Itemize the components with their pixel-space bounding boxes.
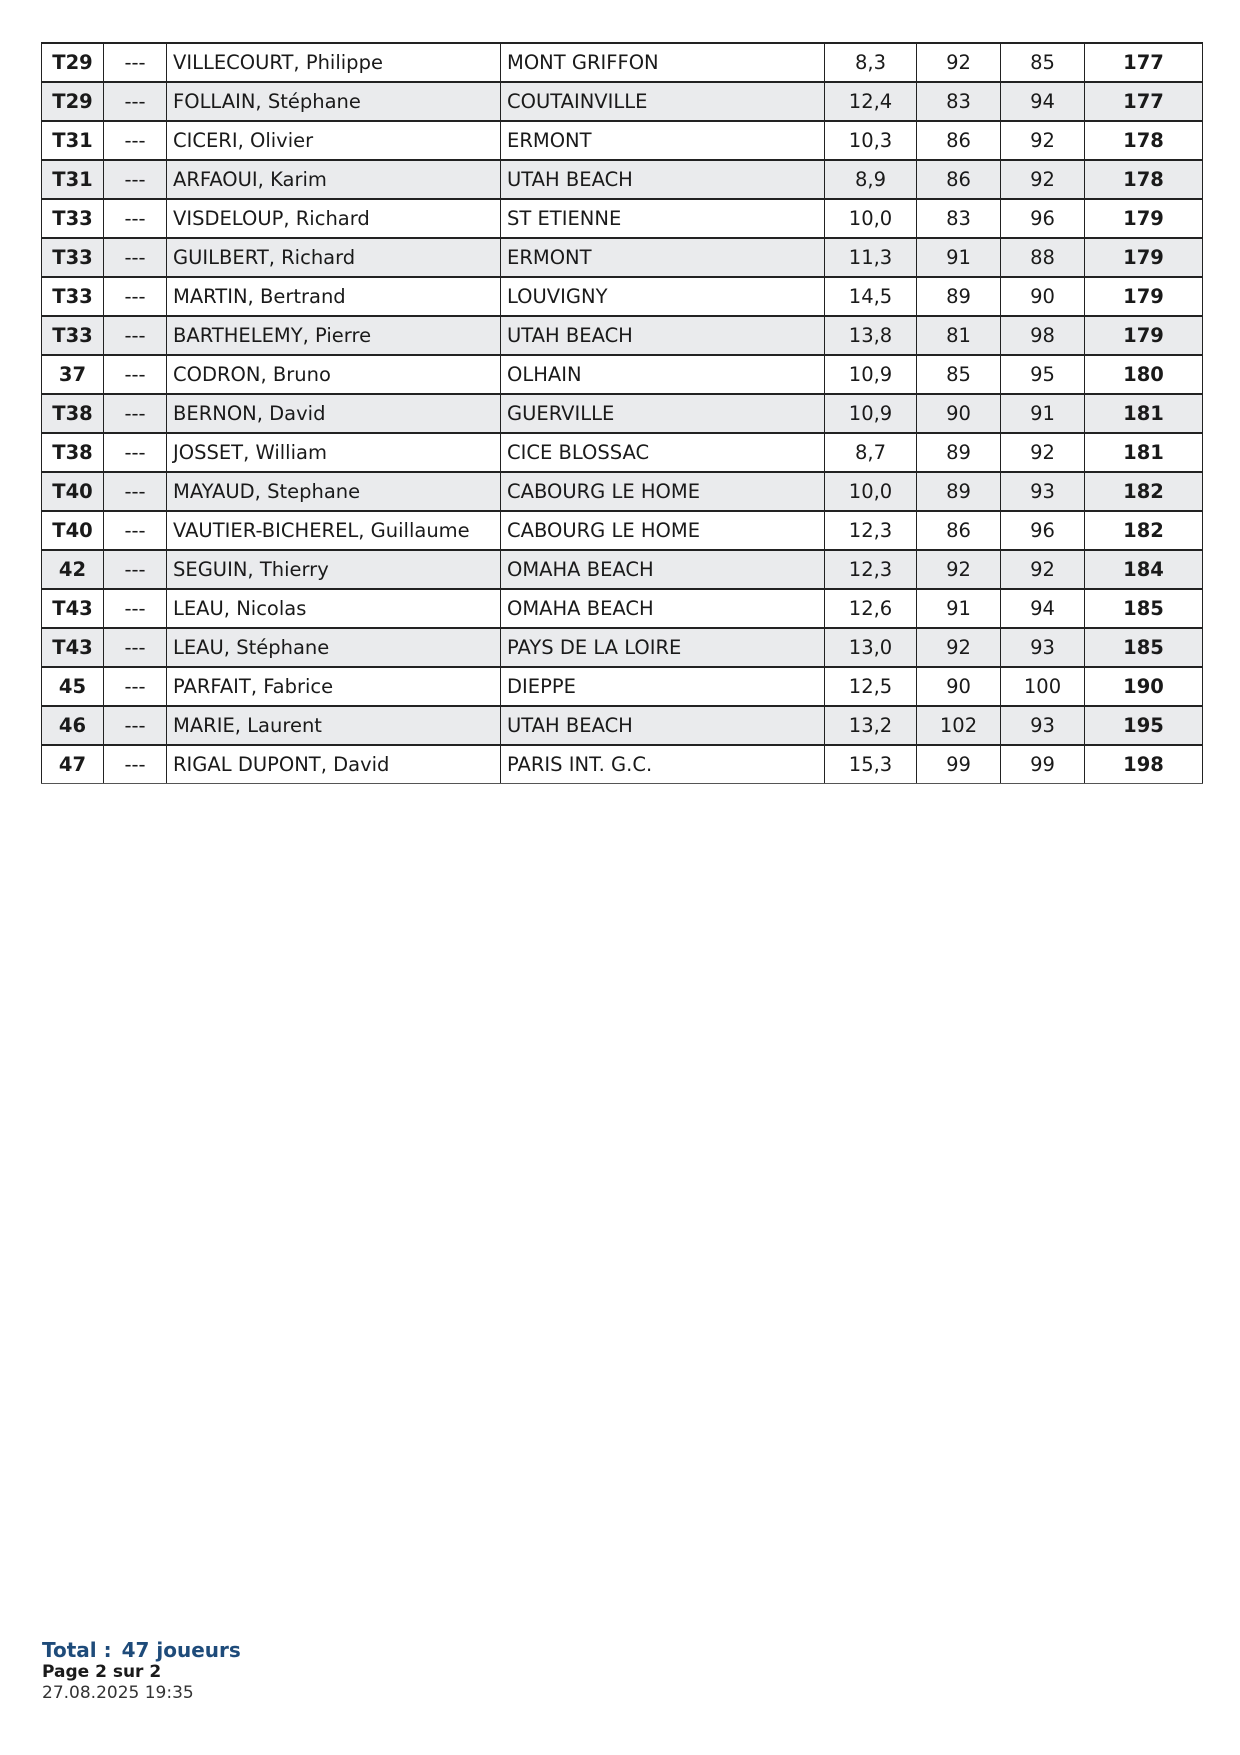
player-name-cell: RIGAL DUPONT, David (167, 745, 501, 784)
club-cell: COUTAINVILLE (501, 82, 825, 121)
round2-cell: 93 (1001, 472, 1085, 511)
table-row (42, 550, 1203, 589)
dash-cell: --- (104, 550, 167, 589)
round2-cell: 100 (1001, 667, 1085, 706)
round1-cell: 86 (917, 121, 1001, 160)
round1-cell: 83 (917, 199, 1001, 238)
table-row (42, 745, 1203, 784)
round1-cell: 92 (917, 550, 1001, 589)
player-name-cell: VILLECOURT, Philippe (167, 43, 501, 82)
dash-cell: --- (104, 316, 167, 355)
position-cell: T33 (42, 316, 104, 355)
total-score-cell: 177 (1085, 43, 1203, 82)
player-name-cell: JOSSET, William (167, 433, 501, 472)
total-label: Total : (42, 1638, 112, 1662)
table-row (42, 238, 1203, 277)
round2-cell: 85 (1001, 43, 1085, 82)
round1-cell: 89 (917, 277, 1001, 316)
position-cell: T29 (42, 43, 104, 82)
index-cell: 10,0 (825, 199, 917, 238)
dash-cell: --- (104, 433, 167, 472)
dash-cell: --- (104, 589, 167, 628)
table-row (42, 316, 1203, 355)
table-row (42, 472, 1203, 511)
player-name-cell: CICERI, Olivier (167, 121, 501, 160)
dash-cell: --- (104, 82, 167, 121)
club-cell: PAYS DE LA LOIRE (501, 628, 825, 667)
position-cell: 42 (42, 550, 104, 589)
table-row (42, 589, 1203, 628)
index-cell: 8,3 (825, 43, 917, 82)
position-cell: 46 (42, 706, 104, 745)
page-footer (42, 1638, 241, 1704)
round1-cell: 90 (917, 394, 1001, 433)
index-cell: 12,4 (825, 82, 917, 121)
club-cell: UTAH BEACH (501, 706, 825, 745)
round2-cell: 88 (1001, 238, 1085, 277)
position-cell: T33 (42, 238, 104, 277)
round1-cell: 85 (917, 355, 1001, 394)
dash-cell: --- (104, 394, 167, 433)
table-row (42, 43, 1203, 82)
club-cell: OMAHA BEACH (501, 589, 825, 628)
table-row (42, 82, 1203, 121)
total-score-cell: 178 (1085, 121, 1203, 160)
dash-cell: --- (104, 628, 167, 667)
round2-cell: 93 (1001, 628, 1085, 667)
dash-cell: --- (104, 238, 167, 277)
dash-cell: --- (104, 472, 167, 511)
table-row (42, 121, 1203, 160)
table-row (42, 277, 1203, 316)
round1-cell: 83 (917, 82, 1001, 121)
club-cell: DIEPPE (501, 667, 825, 706)
player-name-cell: BERNON, David (167, 394, 501, 433)
club-cell: CABOURG LE HOME (501, 511, 825, 550)
round1-cell: 91 (917, 589, 1001, 628)
round1-cell: 90 (917, 667, 1001, 706)
dash-cell: --- (104, 667, 167, 706)
club-cell: GUERVILLE (501, 394, 825, 433)
total-score-cell: 179 (1085, 238, 1203, 277)
position-cell: T40 (42, 472, 104, 511)
table-row (42, 433, 1203, 472)
position-cell: 45 (42, 667, 104, 706)
table-row (42, 628, 1203, 667)
index-cell: 8,7 (825, 433, 917, 472)
round1-cell: 86 (917, 160, 1001, 199)
table-row (42, 667, 1203, 706)
round1-cell: 89 (917, 472, 1001, 511)
total-score-cell: 178 (1085, 160, 1203, 199)
player-name-cell: LEAU, Nicolas (167, 589, 501, 628)
total-score-cell: 185 (1085, 628, 1203, 667)
round1-cell: 86 (917, 511, 1001, 550)
total-score-cell: 179 (1085, 199, 1203, 238)
dash-cell: --- (104, 511, 167, 550)
club-cell: ERMONT (501, 121, 825, 160)
club-cell: MONT GRIFFON (501, 43, 825, 82)
page-number: Page 2 sur 2 (42, 1662, 162, 1682)
dash-cell: --- (104, 43, 167, 82)
total-players (42, 1638, 241, 1662)
round2-cell: 94 (1001, 589, 1085, 628)
total-score-cell: 195 (1085, 706, 1203, 745)
round2-cell: 91 (1001, 394, 1085, 433)
position-cell: T33 (42, 277, 104, 316)
index-cell: 12,3 (825, 511, 917, 550)
table-row (42, 355, 1203, 394)
player-name-cell: FOLLAIN, Stéphane (167, 82, 501, 121)
position-cell: 47 (42, 745, 104, 784)
round2-cell: 96 (1001, 199, 1085, 238)
position-cell: T31 (42, 160, 104, 199)
position-cell: T43 (42, 628, 104, 667)
total-score-cell: 182 (1085, 472, 1203, 511)
index-cell: 10,9 (825, 355, 917, 394)
round1-cell: 91 (917, 238, 1001, 277)
club-cell: UTAH BEACH (501, 316, 825, 355)
player-name-cell: VAUTIER-BICHEREL, Guillaume (167, 511, 501, 550)
index-cell: 10,0 (825, 472, 917, 511)
total-score-cell: 179 (1085, 277, 1203, 316)
round2-cell: 94 (1001, 82, 1085, 121)
club-cell: ST ETIENNE (501, 199, 825, 238)
index-cell: 11,3 (825, 238, 917, 277)
club-cell: PARIS INT. G.C. (501, 745, 825, 784)
index-cell: 12,5 (825, 667, 917, 706)
table-row (42, 199, 1203, 238)
index-cell: 10,3 (825, 121, 917, 160)
round2-cell: 99 (1001, 745, 1085, 784)
player-name-cell: BARTHELEMY, Pierre (167, 316, 501, 355)
table-row (42, 511, 1203, 550)
position-cell: 37 (42, 355, 104, 394)
club-cell: OLHAIN (501, 355, 825, 394)
round2-cell: 92 (1001, 121, 1085, 160)
club-cell: ERMONT (501, 238, 825, 277)
player-name-cell: PARFAIT, Fabrice (167, 667, 501, 706)
position-cell: T31 (42, 121, 104, 160)
index-cell: 13,0 (825, 628, 917, 667)
dash-cell: --- (104, 745, 167, 784)
table-row (42, 706, 1203, 745)
position-cell: T38 (42, 433, 104, 472)
total-score-cell: 177 (1085, 82, 1203, 121)
round2-cell: 90 (1001, 277, 1085, 316)
total-score-cell: 190 (1085, 667, 1203, 706)
dash-cell: --- (104, 121, 167, 160)
dash-cell: --- (104, 355, 167, 394)
results-table (41, 42, 1203, 784)
dash-cell: --- (104, 199, 167, 238)
round2-cell: 96 (1001, 511, 1085, 550)
club-cell: CICE BLOSSAC (501, 433, 825, 472)
index-cell: 12,6 (825, 589, 917, 628)
player-name-cell: CODRON, Bruno (167, 355, 501, 394)
player-name-cell: MARTIN, Bertrand (167, 277, 501, 316)
round2-cell: 92 (1001, 550, 1085, 589)
index-cell: 15,3 (825, 745, 917, 784)
total-score-cell: 198 (1085, 745, 1203, 784)
player-name-cell: MAYAUD, Stephane (167, 472, 501, 511)
position-cell: T40 (42, 511, 104, 550)
index-cell: 12,3 (825, 550, 917, 589)
index-cell: 14,5 (825, 277, 917, 316)
index-cell: 13,8 (825, 316, 917, 355)
index-cell: 13,2 (825, 706, 917, 745)
dash-cell: --- (104, 277, 167, 316)
club-cell: LOUVIGNY (501, 277, 825, 316)
position-cell: T38 (42, 394, 104, 433)
player-name-cell: GUILBERT, Richard (167, 238, 501, 277)
table-row (42, 160, 1203, 199)
total-score-cell: 181 (1085, 433, 1203, 472)
position-cell: T43 (42, 589, 104, 628)
results-body (42, 43, 1203, 784)
round1-cell: 81 (917, 316, 1001, 355)
total-score-cell: 180 (1085, 355, 1203, 394)
player-name-cell: SEGUIN, Thierry (167, 550, 501, 589)
player-name-cell: LEAU, Stéphane (167, 628, 501, 667)
print-datetime: 27.08.2025 19:35 (42, 1683, 194, 1703)
player-name-cell: ARFAOUI, Karim (167, 160, 501, 199)
total-score-cell: 184 (1085, 550, 1203, 589)
total-score-cell: 181 (1085, 394, 1203, 433)
round2-cell: 98 (1001, 316, 1085, 355)
total-score-cell: 185 (1085, 589, 1203, 628)
round1-cell: 92 (917, 628, 1001, 667)
total-value: 47 joueurs (121, 1638, 241, 1662)
club-cell: CABOURG LE HOME (501, 472, 825, 511)
round1-cell: 89 (917, 433, 1001, 472)
table-row (42, 394, 1203, 433)
round1-cell: 102 (917, 706, 1001, 745)
position-cell: T29 (42, 82, 104, 121)
dash-cell: --- (104, 160, 167, 199)
player-name-cell: MARIE, Laurent (167, 706, 501, 745)
total-score-cell: 182 (1085, 511, 1203, 550)
round1-cell: 99 (917, 745, 1001, 784)
player-name-cell: VISDELOUP, Richard (167, 199, 501, 238)
dash-cell: --- (104, 706, 167, 745)
index-cell: 10,9 (825, 394, 917, 433)
round2-cell: 93 (1001, 706, 1085, 745)
round1-cell: 92 (917, 43, 1001, 82)
index-cell: 8,9 (825, 160, 917, 199)
round2-cell: 92 (1001, 160, 1085, 199)
club-cell: OMAHA BEACH (501, 550, 825, 589)
round2-cell: 95 (1001, 355, 1085, 394)
club-cell: UTAH BEACH (501, 160, 825, 199)
round2-cell: 92 (1001, 433, 1085, 472)
position-cell: T33 (42, 199, 104, 238)
total-score-cell: 179 (1085, 316, 1203, 355)
